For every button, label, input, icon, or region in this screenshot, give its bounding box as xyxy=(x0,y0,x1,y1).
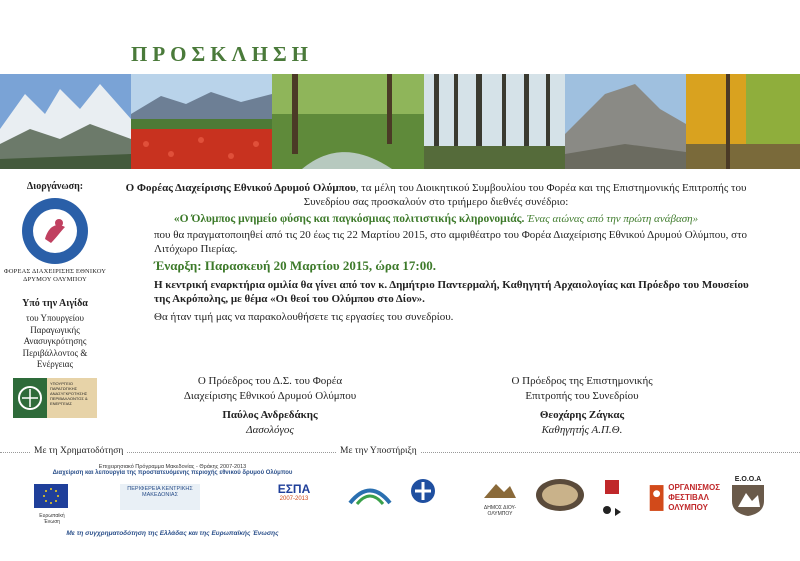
eu-flag-icon xyxy=(34,484,68,508)
venue-text: που θα πραγματοποιηθεί από τις 20 έως τις 22 Μαρτίου 2015, στο αμφιθέατρο του Φορέα Διαχείρισης Εθνικού Δρυμού Ολύμπου, στο Λιτόχωρο Πιερίας. xyxy=(154,228,747,256)
eu-caption: Ευρωπαϊκή Ένωση xyxy=(39,513,65,525)
signature-role-line1: Ο Πρόεδρος του Δ.Σ. του Φορέα xyxy=(197,375,343,387)
signature-name: Παύλος Ανδρεδάκης xyxy=(222,409,318,421)
photo-strip xyxy=(0,74,800,169)
signature-committee-president xyxy=(452,374,712,438)
conference-title: «Ο Όλυμπος μνημείο φύσης και παγκόσμιας πολιτιστικής κληρονομιάς. xyxy=(173,212,525,225)
photo-poppy-field xyxy=(131,74,272,169)
keynote-text: Η κεντρική εναρκτήρια ομιλία θα γίνει από τον κ. Δημήτριο Παντερμαλή, Καθηγητή Αρχαιολογίας και Πρόεδρο του Μουσείου της Ακρόπολης, με θέμα «Οι θεοί του Ολύμπου στο Δίον». xyxy=(154,278,749,306)
signature-title: Δασολόγος xyxy=(246,424,294,436)
eooa-shield-icon xyxy=(728,483,768,517)
auspices-heading: Υπό την Αιγίδα xyxy=(22,297,88,309)
signature-role-line1: Ο Πρόεδρος της Επιστημονικής xyxy=(511,375,653,387)
photo-forest-stream xyxy=(272,74,424,169)
closing-text: Θα ήταν τιμή μας να παρακολουθήσετε τις εργασίες του συνεδρίου. xyxy=(154,311,454,324)
espa-years: 2007-2013 xyxy=(279,496,309,502)
conference-subtitle: Ένας αιώνας από την πρώτη ανάβαση» xyxy=(524,212,699,225)
national-park-seal-logo xyxy=(21,197,89,265)
organizer-heading: Διοργάνωση: xyxy=(26,181,84,192)
eu-logo xyxy=(34,484,70,525)
program-line: Επιχειρησιακό Πρόγραμμα Μακεδονίας - Θράκης 2007-2013 xyxy=(98,464,247,470)
organizer-name: Ο Φορέας Διαχείρισης Εθνικού Δρυμού Ολύμπου xyxy=(125,182,356,194)
signature-role-line2: Διαχείρισης Εθνικού Δρυμού Ολύμπου xyxy=(183,390,357,402)
conference-title-line xyxy=(116,212,756,226)
espa-text: ΕΣΠΑ xyxy=(277,482,311,496)
signature-board-president xyxy=(140,374,400,438)
festival-line3: ΟΛΥΜΠΟΥ xyxy=(668,503,708,512)
decentralized-admin-logo xyxy=(345,478,395,518)
intro-paragraph xyxy=(116,181,756,210)
cofund-line: Με τη συγχρηματοδότηση της Ελλάδας και της Ευρωπαϊκής Ένωσης xyxy=(66,530,279,537)
olympus-festival-logo xyxy=(648,478,720,518)
signature-title: Καθηγητής Α.Π.Θ. xyxy=(541,424,623,436)
mountain-icon xyxy=(482,480,518,500)
funding-block xyxy=(20,464,325,476)
dimos-caption: ΔΗΜΟΣ ΔΙΟΥ-ΟΛΥΜΠΟΥ xyxy=(483,505,517,517)
region-logo xyxy=(120,484,200,510)
photo-pine-trunks xyxy=(424,74,565,169)
region-name: ΠΕΡΙΦΕΡΕΙΑ ΚΕΝΤΡΙΚΗΣ ΜΑΚΕΔΟΝΙΑΣ xyxy=(127,486,193,498)
ministry-logo xyxy=(13,377,97,419)
start-time: Έναρξη: Παρασκευή 20 Μαρτίου 2015, ώρα 17:00. xyxy=(154,258,436,274)
photo-rocky-summit xyxy=(565,74,686,169)
greek-coat-of-arms-logo xyxy=(410,478,436,508)
eooa-text: Ε.Ο.Ο.Α xyxy=(734,476,762,483)
photo-autumn-forest xyxy=(686,74,800,169)
photo-snowy-peaks xyxy=(0,74,131,169)
eooa-logo xyxy=(726,476,770,522)
organizer-caption: ΦΟΡΕΑΣ ΔΙΑΧΕΙΡΙΣΗΣ ΕΘΝΙΚΟΥ ΔΡΥΜΟΥ ΟΛΥΜΠΟΥ xyxy=(3,267,107,283)
festival-name xyxy=(668,483,720,513)
invitation-body xyxy=(116,181,756,327)
sidebar xyxy=(0,181,110,419)
support-label: Με την Υποστήριξη xyxy=(336,446,421,456)
museum-seal-logo xyxy=(535,478,585,512)
signature-name: Θεοχάρης Ζάγκας xyxy=(539,409,625,421)
espa-logo xyxy=(268,482,320,502)
municipality-logo xyxy=(478,480,522,517)
intro-text: , τα μέλη του Διοικητικού Συμβουλίου του Φορέα και της Επιστημονικής Επιτροπής του Συνεδρίου σας προσκαλούν στο τριήμερο διεθνές συνέδριο: xyxy=(303,182,747,209)
festival-line2: ΦΕΣΤΙΒΑΛ xyxy=(668,493,709,502)
project-line: Διαχείριση και λειτουργία της προστατευόμενης περιοχής εθνικού δρυμού Ολύμπου xyxy=(52,470,293,476)
festival-mask-icon xyxy=(648,481,665,515)
funding-label: Με τη Χρηματοδότηση xyxy=(30,446,127,456)
festival-line1: ΟΡΓΑΝΙΣΜΟΣ xyxy=(668,483,720,492)
photography-museum-logo xyxy=(597,478,633,516)
auspices-text: του Υπουργείου Παραγωγικής Ανασυγκρότησης Περιβάλλοντος & Ενέργειας xyxy=(22,313,88,369)
ministry-logo-text: ΥΠΟΥΡΓΕΙΟ ΠΑΡΑΓΩΓΙΚΗΣ ΑΝΑΣΥΓΚΡΟΤΗΣΗΣ ΠΕΡΙΒΑΛΛΟΝΤΟΣ & ΕΝΕΡΓΕΙΑΣ xyxy=(47,378,97,418)
page-title: ΠΡΟΣΚΛΗΣΗ xyxy=(131,42,314,66)
ministry-emblem-icon xyxy=(13,378,47,418)
signature-role-line2: Επιτροπής του Συνεδρίου xyxy=(525,390,639,402)
